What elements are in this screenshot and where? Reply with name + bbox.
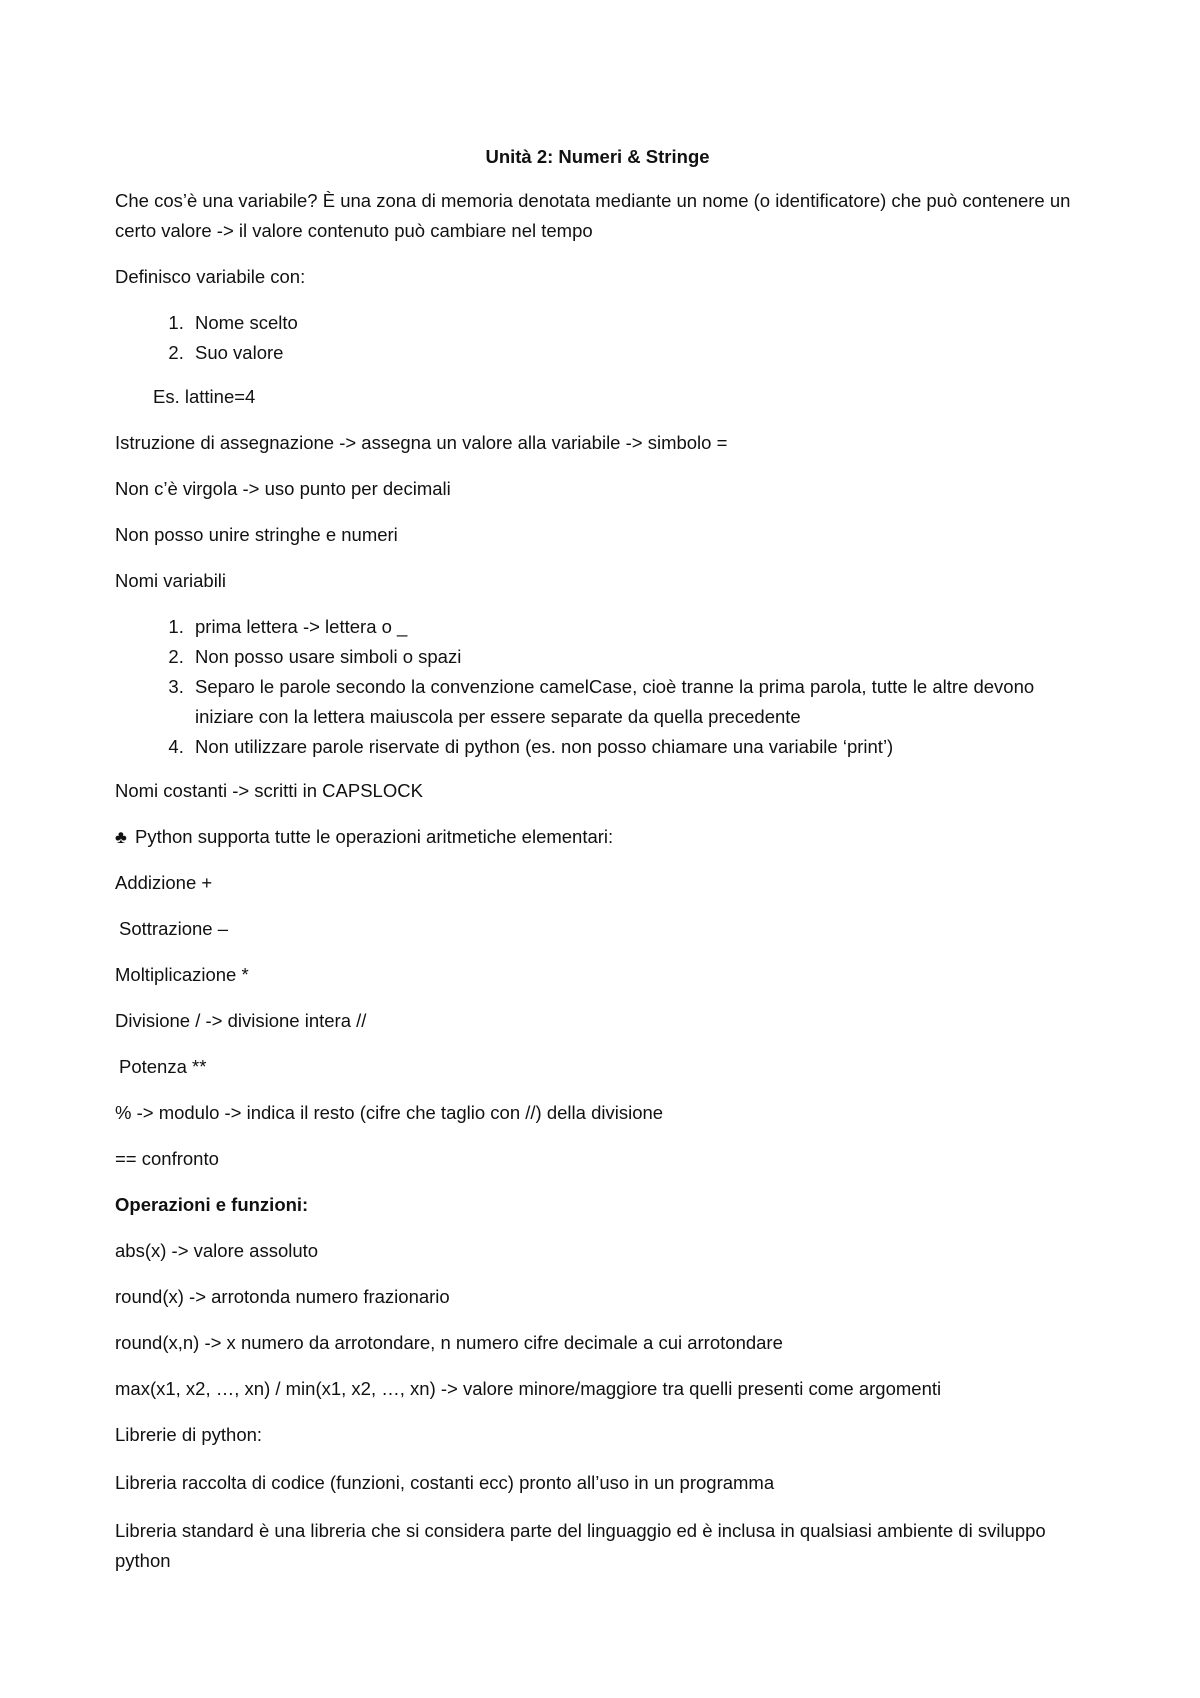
list-item: 3. Separo le parole secondo la convenzione camelCase, cioè tranne la prima parola, tutte le altre devono iniziare con la lettera maiuscola per essere separate da quella precedente [189,672,1080,732]
paragraph-virgola: Non c’è virgola -> uso punto per decimali [115,478,451,499]
list-item: 2. Non posso usare simboli o spazi [189,642,1080,672]
paragraph-libreria-standard: Libreria standard è una libreria che si considera parte del linguaggio ed è inclusa in qualsiasi ambiente di sviluppo python [115,1520,1046,1571]
paragraph-python-supporta [115,822,1080,852]
list-item: 4. Non utilizzare parole riservate di python (es. non posso chiamare una variabile ‘print’) [189,732,1080,762]
paragraph-modulo: % -> modulo -> indica il resto (cifre che taglio con //) della divisione [115,1102,664,1123]
paragraph-istruzione: Istruzione di assegnazione -> assegna un valore alla variabile -> simbolo = [115,432,728,453]
paragraph-costanti: Nomi costanti -> scritti in CAPSLOCK [115,780,423,801]
list-nomi-variabili [115,612,1080,762]
paragraph-moltiplicazione: Moltiplicazione * [115,964,249,985]
paragraph-max-min: max(x1, x2, …, xn) / min(x1, x2, …, xn) -> valore minore/maggiore tra quelli presenti come argomenti [115,1378,942,1399]
paragraph-divisione: Divisione / -> divisione intera // [115,1010,367,1031]
paragraph-variable-definition: Che cos’è una variabile? È una zona di memoria denotata mediante un nome (o identificatore) che può contenere un certo valore -> il valore contenuto può cambiare nel tempo [115,190,1071,241]
list-item: 2. Suo valore [189,338,1080,368]
club-icon: ♣ [115,827,127,847]
list-item: 1. Nome scelto [189,308,1080,338]
paragraph-round-n: round(x,n) -> x numero da arrotondare, n numero cifre decimale a cui arrotondare [115,1332,783,1353]
list-definisco [115,308,1080,368]
paragraph-addizione: Addizione + [115,872,213,893]
list-item: 1. prima lettera -> lettera o _ [189,612,1080,642]
paragraph-definisco: Definisco variabile con: [115,266,306,287]
paragraph-round: round(x) -> arrotonda numero frazionario [115,1286,450,1307]
paragraph-potenza: Potenza ** [119,1056,207,1077]
paragraph-abs: abs(x) -> valore assoluto [115,1240,319,1261]
paragraph-example: Es. lattine=4 [153,386,256,407]
paragraph-libreria: Libreria raccolta di codice (funzioni, costanti ecc) pronto all’uso in un programma [115,1472,775,1493]
paragraph-nomi-variabili: Nomi variabili [115,570,227,591]
page-title: Unità 2: Numeri & Stringe [485,146,710,167]
heading-operazioni: Operazioni e funzioni: [115,1194,309,1215]
paragraph-python-supporta-text: Python supporta tutte le operazioni aritmetiche elementari: [135,826,614,847]
paragraph-librerie: Librerie di python: [115,1424,263,1445]
paragraph-unire: Non posso unire stringhe e numeri [115,524,398,545]
paragraph-confronto: == confronto [115,1148,219,1169]
paragraph-sottrazione: Sottrazione – [119,918,229,939]
